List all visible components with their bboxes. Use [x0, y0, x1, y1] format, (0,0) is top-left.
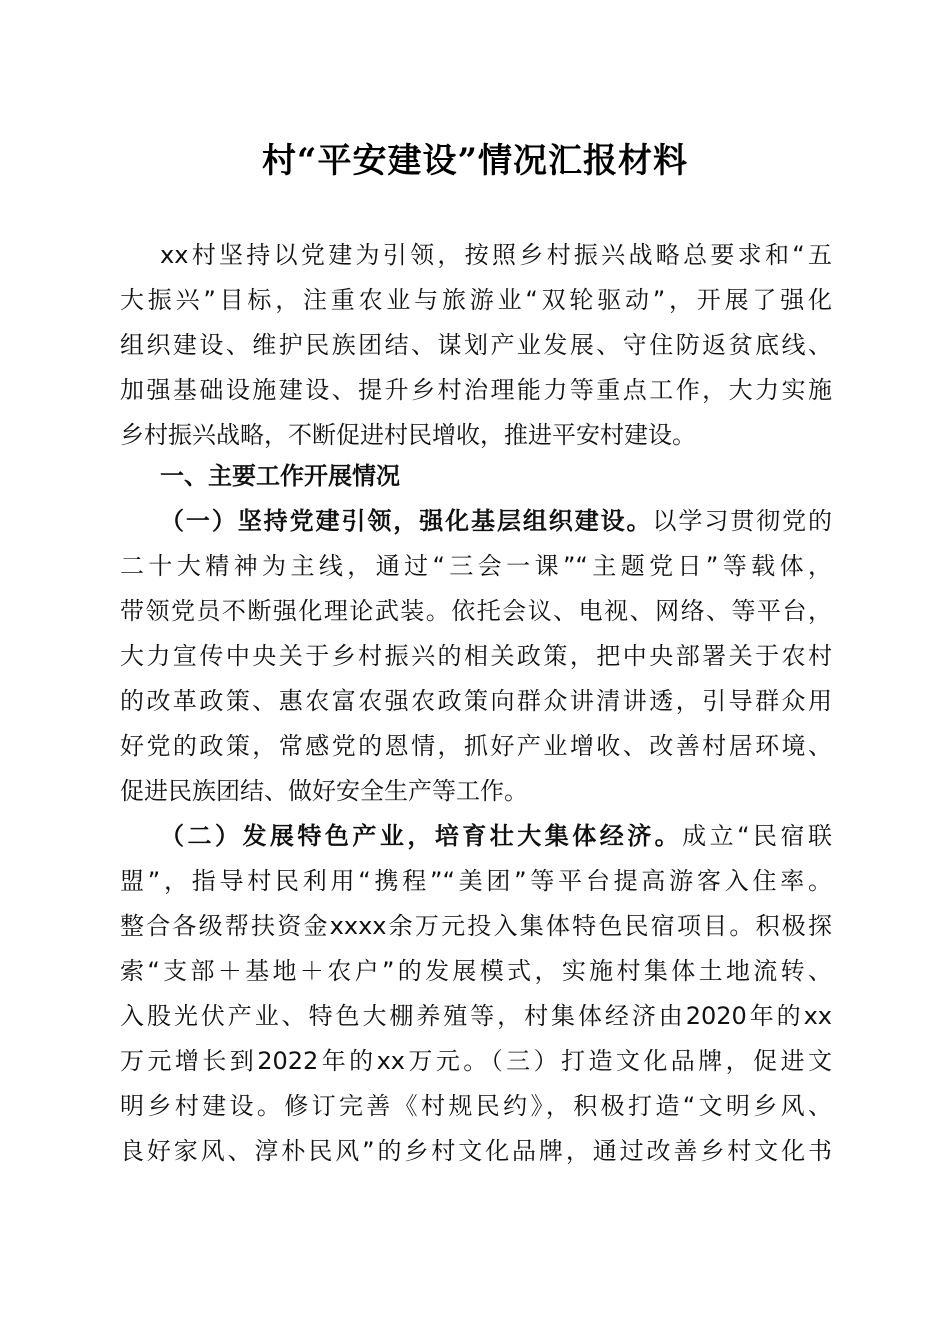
subsection-lead: （一）坚持党建引领，强化基层组织建设。	[160, 507, 653, 535]
paragraph-line: 二十大精神为主线，通过“三会一课”“主题党日”等载体，	[120, 552, 832, 580]
paragraph-line: 大振兴”目标，注重农业与旅游业“双轮驱动”，开展了强化	[120, 286, 832, 314]
paragraph-line: 索“支部＋基地＋农户”的发展模式，实施村集体土地流转、	[120, 957, 832, 985]
section-heading: 一、主要工作开展情况	[160, 462, 400, 490]
paragraph-line: xx村坚持以党建为引领，按照乡村振兴战略总要求和“五	[160, 241, 832, 269]
paragraph-line: 万元增长到2022年的xx万元。（三）打造文化品牌，促进文	[120, 1047, 832, 1075]
paragraph-line: 的改革政策、惠农富农强农政策向群众讲清讲透，引导群众用	[120, 687, 832, 715]
paragraph-line: 入股光伏产业、特色大棚养殖等，村集体经济由2020年的xx	[120, 1002, 832, 1030]
paragraph-text: 以学习贯彻党的	[652, 507, 833, 535]
paragraph-line: 大力宣传中央关于乡村振兴的相关政策，把中央部署关于农村	[120, 642, 832, 670]
paragraph-line: 明乡村建设。修订完善《村规民约》，积极打造“文明乡风、	[120, 1092, 832, 1120]
paragraph-line	[160, 821, 832, 851]
paragraph-line	[160, 506, 832, 536]
document-title: 村“平安建设”情况汇报材料	[261, 141, 689, 181]
paragraph-line: 加强基础设施建设、提升乡村治理能力等重点工作，大力实施	[120, 376, 832, 404]
paragraph-line: 盟”，指导村民利用“携程”“美团”等平台提高游客入住率。	[120, 867, 832, 895]
paragraph-line: 整合各级帮扶资金xxxx余万元投入集体特色民宿项目。积极探	[120, 912, 832, 940]
subsection-lead: （二）发展特色产业，培育壮大集体经济。	[160, 822, 683, 850]
paragraph-line: 促进民族团结、做好安全生产等工作。	[120, 777, 528, 805]
paragraph-line: 好党的政策，常感党的恩情，抓好产业增收、改善村居环境、	[120, 732, 832, 760]
paragraph-line: 良好家风、淳朴民风”的乡村文化品牌，通过改善乡村文化书	[120, 1137, 832, 1165]
paragraph-line: 组织建设、维护民族团结、谋划产业发展、守住防返贫底线、	[120, 331, 832, 359]
paragraph-line: 带领党员不断强化理论武装。依托会议、电视、网络、等平台，	[120, 597, 832, 625]
paragraph-text: 成立“民宿联	[682, 822, 832, 850]
paragraph-line: 乡村振兴战略，不断促进村民增收，推进平安村建设。	[120, 421, 696, 449]
